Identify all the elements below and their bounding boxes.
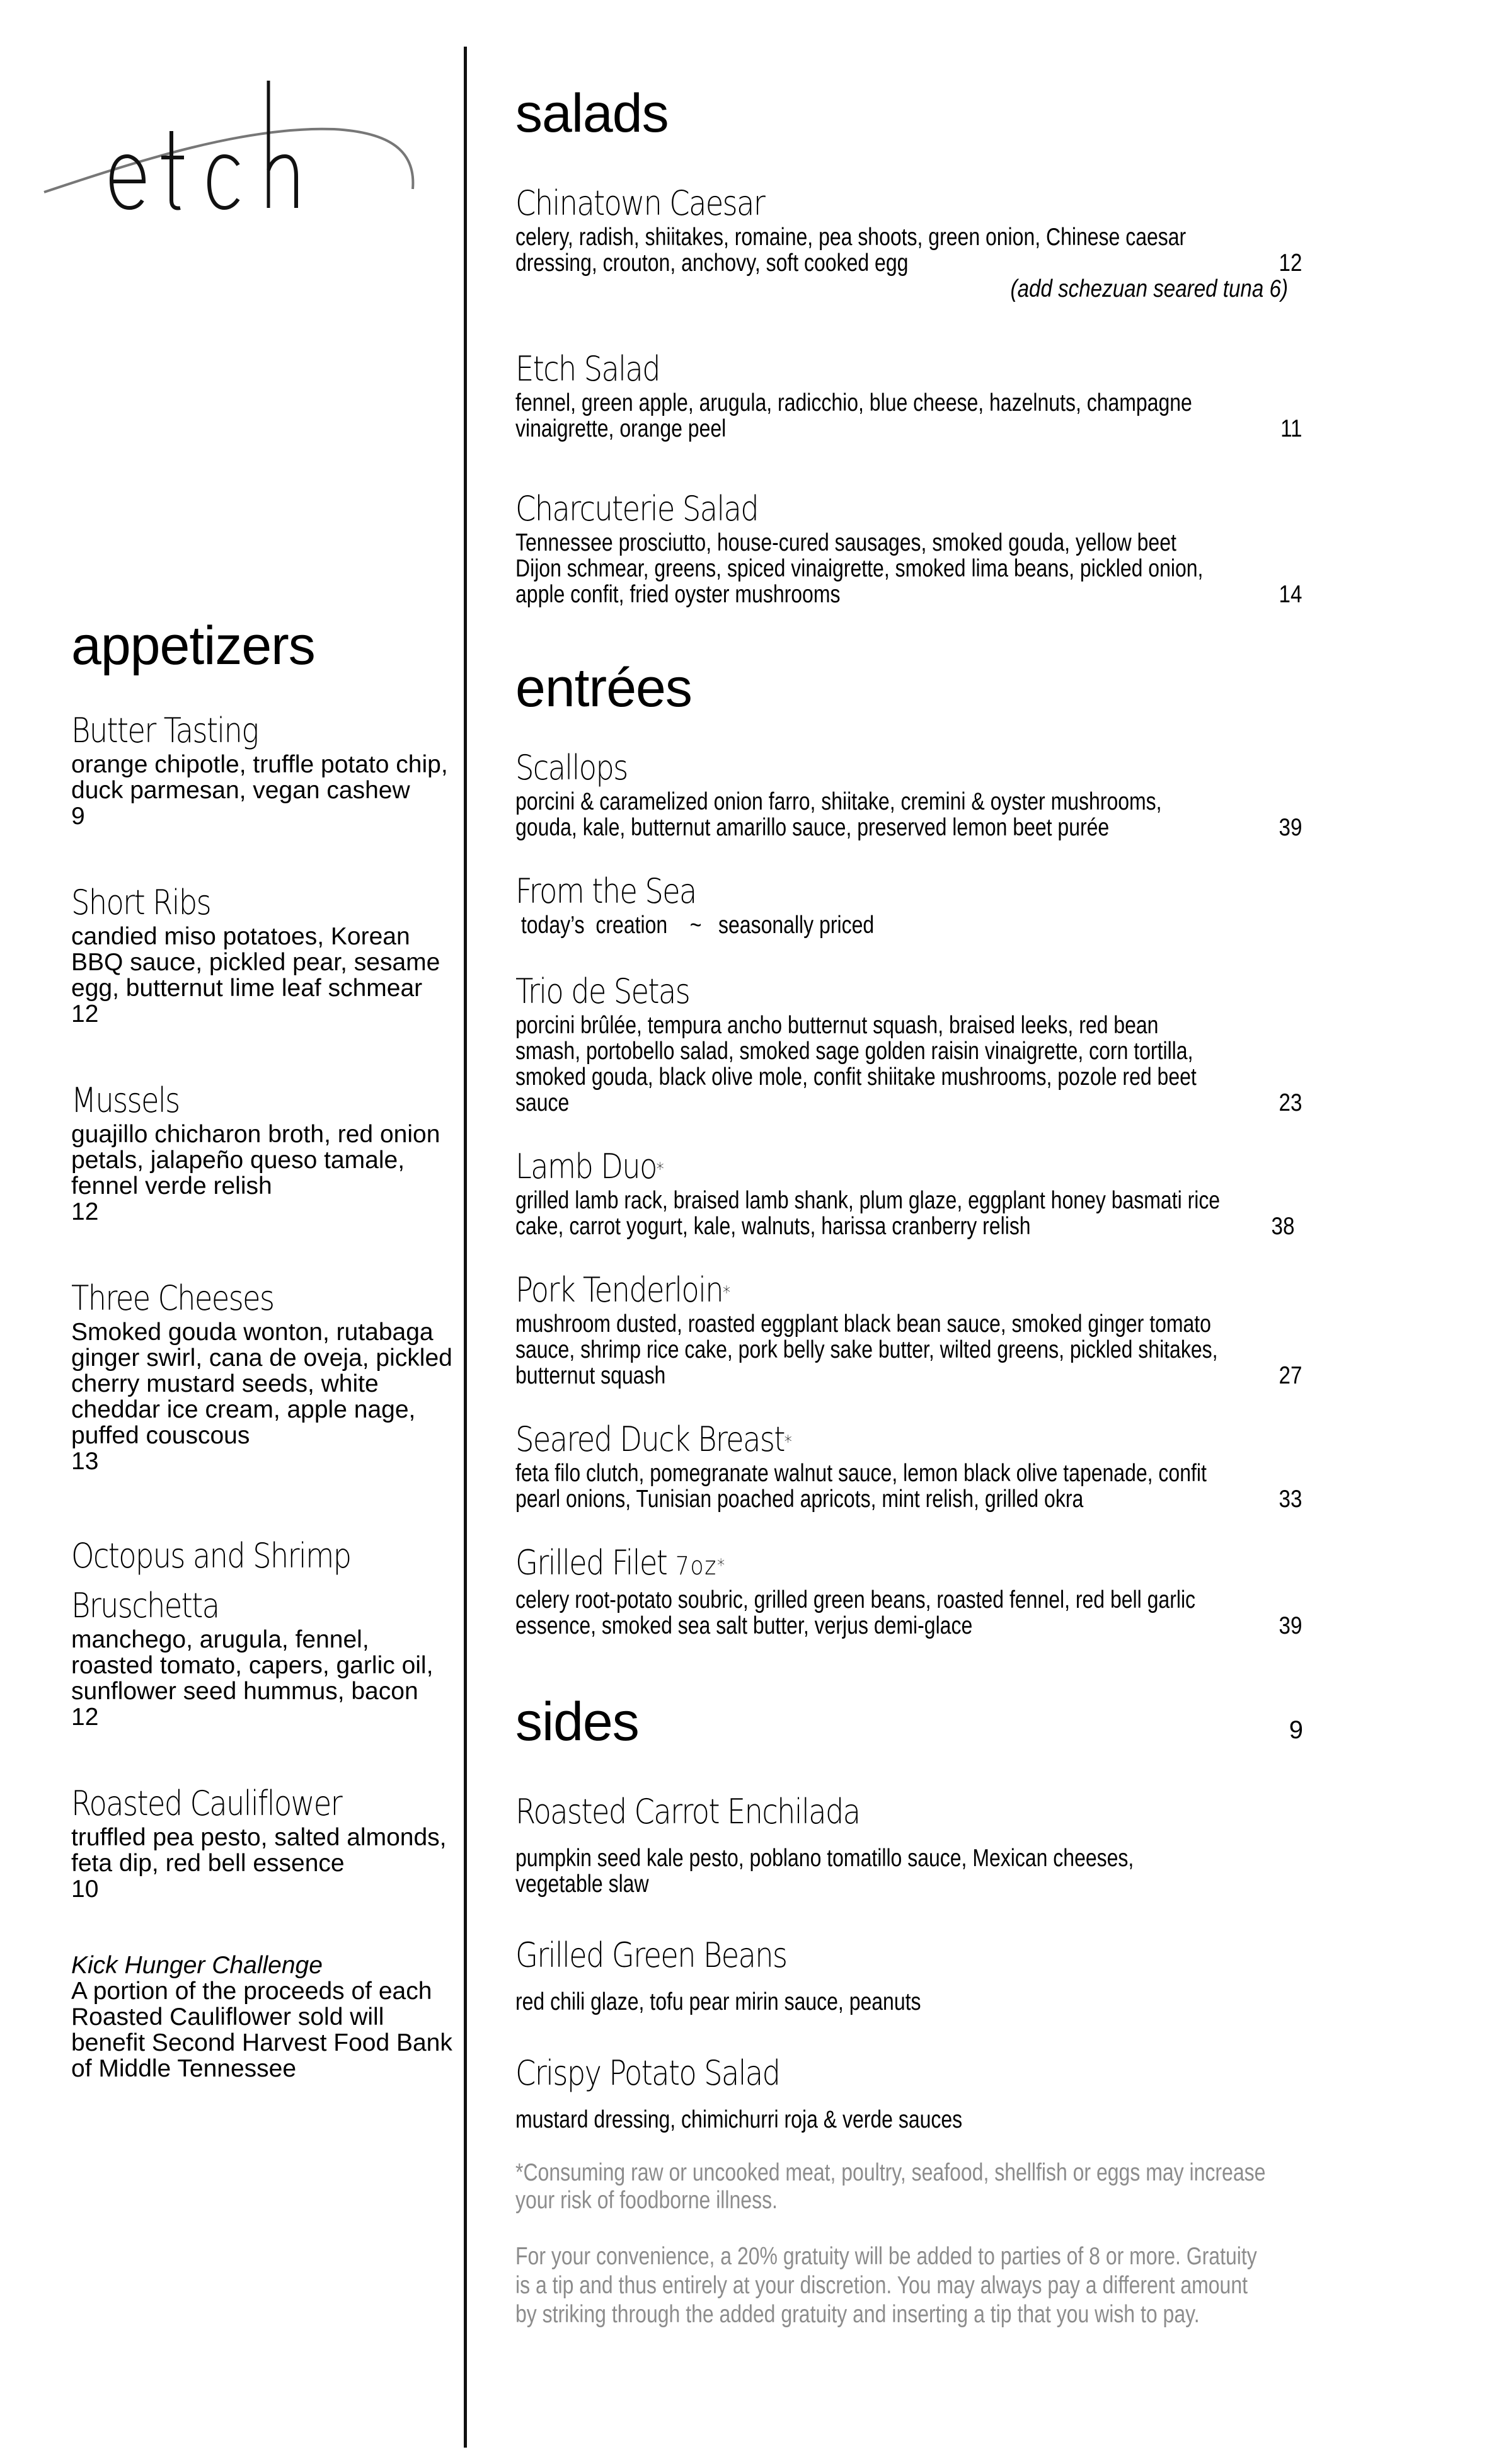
item-description-line: duck parmesan, vegan cashew bbox=[71, 777, 410, 804]
item-description-line: celery root-potato soubric, grilled green beans, roasted fennel, red bell garlic bbox=[515, 1586, 1196, 1613]
item-description-line: essence, smoked sea salt butter, verjus demi-glace bbox=[515, 1612, 973, 1639]
item-description-line: smoked gouda, black olive mole, confit shiitake mushrooms, pozole red beet bbox=[515, 1063, 1197, 1091]
item-description-line: Dijon schmear, greens, spiced vinaigrette, smoked lima beans, pickled onion, bbox=[515, 555, 1204, 582]
kick-hunger-note bbox=[71, 1952, 452, 2082]
menu-item-grilled-green-beans bbox=[515, 1935, 1309, 2015]
column-divider bbox=[464, 47, 467, 2448]
item-price: 12 bbox=[71, 1198, 99, 1225]
item-description-line: guajillo chicharon broth, red onion bbox=[71, 1121, 440, 1148]
item-name bbox=[515, 1269, 1199, 1311]
menu-item-three-cheeses bbox=[71, 1278, 452, 1475]
item-name: Scallops bbox=[515, 748, 628, 788]
item-name: Mussels bbox=[71, 1080, 180, 1120]
item-description-line: porcini brûlée, tempura ancho butternut squash, braised leeks, red bean bbox=[515, 1012, 1159, 1039]
item-description-line: pearl onions, Tunisian poached apricots, mint relish, grilled okra bbox=[515, 1486, 1084, 1513]
item-price: 39 bbox=[1279, 814, 1302, 841]
item-price: 27 bbox=[1279, 1362, 1302, 1389]
item-description-line: porcini & caramelized onion farro, shiitake, cremini & oyster mushrooms, bbox=[515, 788, 1162, 815]
item-description-line: vinaigrette, orange peel bbox=[515, 415, 727, 442]
menu-item-butter-tasting bbox=[71, 710, 449, 829]
item-name: Grilled Green Beans bbox=[515, 1935, 787, 1975]
item-description-line: pumpkin seed kale pesto, poblano tomatillo sauce, Mexican cheeses, bbox=[515, 1845, 1134, 1872]
item-description-line: mustard dressing, chimichurri roja & verde sauces bbox=[515, 2106, 963, 2133]
raw-food-disclaimer bbox=[515, 2159, 1309, 2215]
item-price: 38 bbox=[1271, 1213, 1294, 1240]
item-name: Crispy Potato Salad bbox=[515, 2053, 780, 2093]
item-name: Butter Tasting bbox=[71, 711, 258, 750]
item-description-line: manchego, arugula, fennel, bbox=[71, 1626, 369, 1653]
item-description-line: ginger swirl, cana de oveja, pickled bbox=[71, 1344, 452, 1372]
item-name-text: Pork Tenderloin bbox=[515, 1270, 723, 1310]
item-description-line: grilled lamb rack, braised lamb shank, plum glaze, eggplant honey basmati rice bbox=[515, 1187, 1221, 1214]
sides-header bbox=[515, 1690, 1309, 1753]
item-name: Short Ribs bbox=[71, 883, 211, 922]
appetizers-column bbox=[71, 614, 452, 2082]
item-price: 14 bbox=[1279, 581, 1302, 608]
item-name: Charcuterie Salad bbox=[515, 489, 759, 529]
gratuity-line: For your convenience, a 20% gratuity will be added to parties of 8 or more. Gratuity bbox=[515, 2243, 1257, 2270]
item-name bbox=[515, 1542, 1199, 1587]
item-name: Chinatown Caesar bbox=[515, 183, 765, 223]
item-description-line: candied miso potatoes, Korean bbox=[71, 923, 410, 950]
item-description-line: cherry mustard seeds, white bbox=[71, 1370, 379, 1397]
sides-price: 9 bbox=[1289, 1716, 1303, 1744]
item-price: 12 bbox=[71, 1704, 99, 1731]
item-description-line: sauce bbox=[515, 1089, 570, 1116]
item-description-line: feta dip, red bell essence bbox=[71, 1850, 345, 1877]
item-description-line: apple confit, fried oyster mushrooms bbox=[515, 581, 841, 608]
item-price: 9 bbox=[71, 803, 85, 830]
menu-item-octopus-shrimp-bruschetta bbox=[71, 1527, 449, 1730]
item-description-line: sauce, shrimp rice cake, pork belly sake butter, wilted greens, pickled shitakes, bbox=[515, 1336, 1218, 1363]
item-description-line: gouda, kale, butternut amarillo sauce, preserved lemon beet purée bbox=[515, 814, 1110, 841]
item-description-line: dressing, crouton, anchovy, soft cooked egg bbox=[515, 249, 909, 277]
section-title-sides: sides bbox=[515, 1692, 639, 1752]
kick-hunger-line: benefit Second Harvest Food Bank bbox=[71, 2029, 452, 2056]
item-description-line: cake, carrot yogurt, kale, walnuts, harissa cranberry relish bbox=[515, 1213, 1031, 1240]
item-description-line: Smoked gouda wonton, rutabaga bbox=[71, 1319, 434, 1346]
disclaimer-line: *Consuming raw or uncooked meat, poultry, seafood, shellfish or eggs may increase bbox=[515, 2159, 1266, 2186]
kick-hunger-title: Kick Hunger Challenge bbox=[71, 1952, 323, 1979]
item-name-text: Seared Duck Breast bbox=[515, 1419, 785, 1459]
item-price: 39 bbox=[1279, 1612, 1302, 1639]
disclaimer-line: your risk of foodborne illness. bbox=[515, 2187, 778, 2214]
item-description-line: roasted tomato, capers, garlic oil, bbox=[71, 1652, 434, 1679]
item-description-line: petals, jalapeño queso tamale, bbox=[71, 1147, 405, 1174]
menu-item-lamb-duo bbox=[515, 1146, 1309, 1239]
item-description-line: Tennessee prosciutto, house-cured sausages, smoked gouda, yellow beet bbox=[515, 529, 1176, 556]
item-name: From the Sea bbox=[515, 871, 696, 911]
section-title-entrees: entrées bbox=[515, 658, 692, 718]
menu-item-seared-duck-breast bbox=[515, 1419, 1309, 1512]
raw-warning-asterisk: * bbox=[717, 1555, 724, 1576]
item-price: 12 bbox=[71, 1000, 99, 1028]
item-description-line: truffled pea pesto, salted almonds, bbox=[71, 1824, 447, 1851]
item-description-line: smash, portobello salad, smoked sage golden raisin vinaigrette, corn tortilla, bbox=[515, 1038, 1193, 1065]
item-name-continued: Bruschetta bbox=[71, 1586, 219, 1625]
item-name: Roasted Carrot Enchilada bbox=[515, 1792, 860, 1831]
item-description-line: butternut squash bbox=[515, 1362, 666, 1389]
item-price: 33 bbox=[1279, 1486, 1302, 1513]
item-description-line: vegetable slaw bbox=[515, 1871, 649, 1898]
section-title-appetizers: appetizers bbox=[71, 616, 315, 676]
menu-item-scallops bbox=[515, 747, 1309, 840]
footer-notes bbox=[515, 2159, 1309, 2329]
item-description-line: today’s creation ~ seasonally priced bbox=[515, 912, 875, 939]
kick-hunger-line: Roasted Cauliflower sold will bbox=[71, 2003, 384, 2031]
menu-item-grilled-filet bbox=[515, 1542, 1309, 1639]
item-description-line: celery, radish, shiitakes, romaine, pea shoots, green onion, Chinese caesar bbox=[515, 224, 1187, 251]
menu-item-from-the-sea bbox=[515, 871, 1309, 938]
menu-item-charcuterie-salad bbox=[515, 488, 1309, 607]
gratuity-line: by striking through the added gratuity and inserting a tip that you wish to pay. bbox=[515, 2301, 1200, 2328]
item-name-text: Grilled Filet bbox=[515, 1543, 667, 1583]
item-description-line: mushroom dusted, roasted eggplant black bean sauce, smoked ginger tomato bbox=[515, 1310, 1211, 1338]
menu-item-roasted-carrot-enchilada bbox=[515, 1791, 1309, 1897]
add-on-note: (add schezuan seared tuna 6) bbox=[1010, 275, 1288, 302]
item-name bbox=[515, 1146, 1199, 1188]
menu-item-mussels bbox=[71, 1080, 449, 1225]
raw-warning-asterisk: * bbox=[722, 1282, 730, 1303]
item-price: 11 bbox=[1280, 415, 1302, 442]
menu-item-etch-salad bbox=[515, 348, 1309, 442]
item-name bbox=[515, 1419, 1199, 1460]
item-description-line: egg, butternut lime leaf schmear bbox=[71, 975, 423, 1002]
menu-item-chinatown-caesar bbox=[515, 183, 1309, 302]
menu-item-crispy-potato-salad bbox=[515, 2053, 1309, 2133]
item-description-line: feta filo clutch, pomegranate walnut sauce, lemon black olive tapenade, confit bbox=[515, 1460, 1207, 1487]
item-price: 12 bbox=[1279, 249, 1302, 277]
main-menu-column bbox=[515, 82, 1309, 2329]
item-price: 10 bbox=[71, 1876, 99, 1903]
raw-warning-asterisk: * bbox=[656, 1159, 663, 1179]
item-name: Etch Salad bbox=[515, 349, 660, 389]
item-description-line: sunflower seed hummus, bacon bbox=[71, 1678, 418, 1705]
kick-hunger-line: A portion of the proceeds of each bbox=[71, 1978, 432, 2005]
etch-logo-icon bbox=[38, 57, 441, 239]
raw-warning-asterisk: * bbox=[784, 1431, 791, 1452]
item-name: Trio de Setas bbox=[515, 971, 690, 1011]
item-name: Three Cheeses bbox=[71, 1278, 274, 1318]
menu-item-roasted-cauliflower bbox=[71, 1783, 449, 1902]
kick-hunger-line: of Middle Tennessee bbox=[71, 2055, 297, 2082]
item-description-line: fennel verde relish bbox=[71, 1172, 272, 1200]
item-description-line: BBQ sauce, pickled pear, sesame bbox=[71, 949, 440, 976]
item-name: Roasted Cauliflower bbox=[71, 1784, 342, 1823]
menu-item-trio-de-setas bbox=[515, 971, 1309, 1116]
item-name: Octopus and Shrimp bbox=[71, 1536, 351, 1576]
menu-item-short-ribs bbox=[71, 882, 449, 1027]
item-price: 23 bbox=[1279, 1089, 1302, 1116]
item-price: 13 bbox=[71, 1448, 99, 1475]
item-description-line: cheddar ice cream, apple nage, bbox=[71, 1396, 416, 1423]
section-title-salads: salads bbox=[515, 83, 669, 144]
etch-logo bbox=[38, 57, 441, 239]
menu-item-pork-tenderloin bbox=[515, 1269, 1309, 1389]
item-weight: 7oz bbox=[675, 1552, 718, 1581]
item-name-text: Lamb Duo bbox=[515, 1147, 657, 1186]
gratuity-policy bbox=[515, 2242, 1309, 2329]
gratuity-line: is a tip and thus entirely at your discretion. You may always pay a different amount bbox=[515, 2272, 1248, 2299]
item-description-line: puffed couscous bbox=[71, 1422, 250, 1449]
item-description-line: red chili glaze, tofu pear mirin sauce, peanuts bbox=[515, 1988, 921, 2015]
item-description-line: fennel, green apple, arugula, radicchio, blue cheese, hazelnuts, champagne bbox=[515, 389, 1192, 416]
item-description-line: orange chipotle, truffle potato chip, bbox=[71, 751, 448, 778]
